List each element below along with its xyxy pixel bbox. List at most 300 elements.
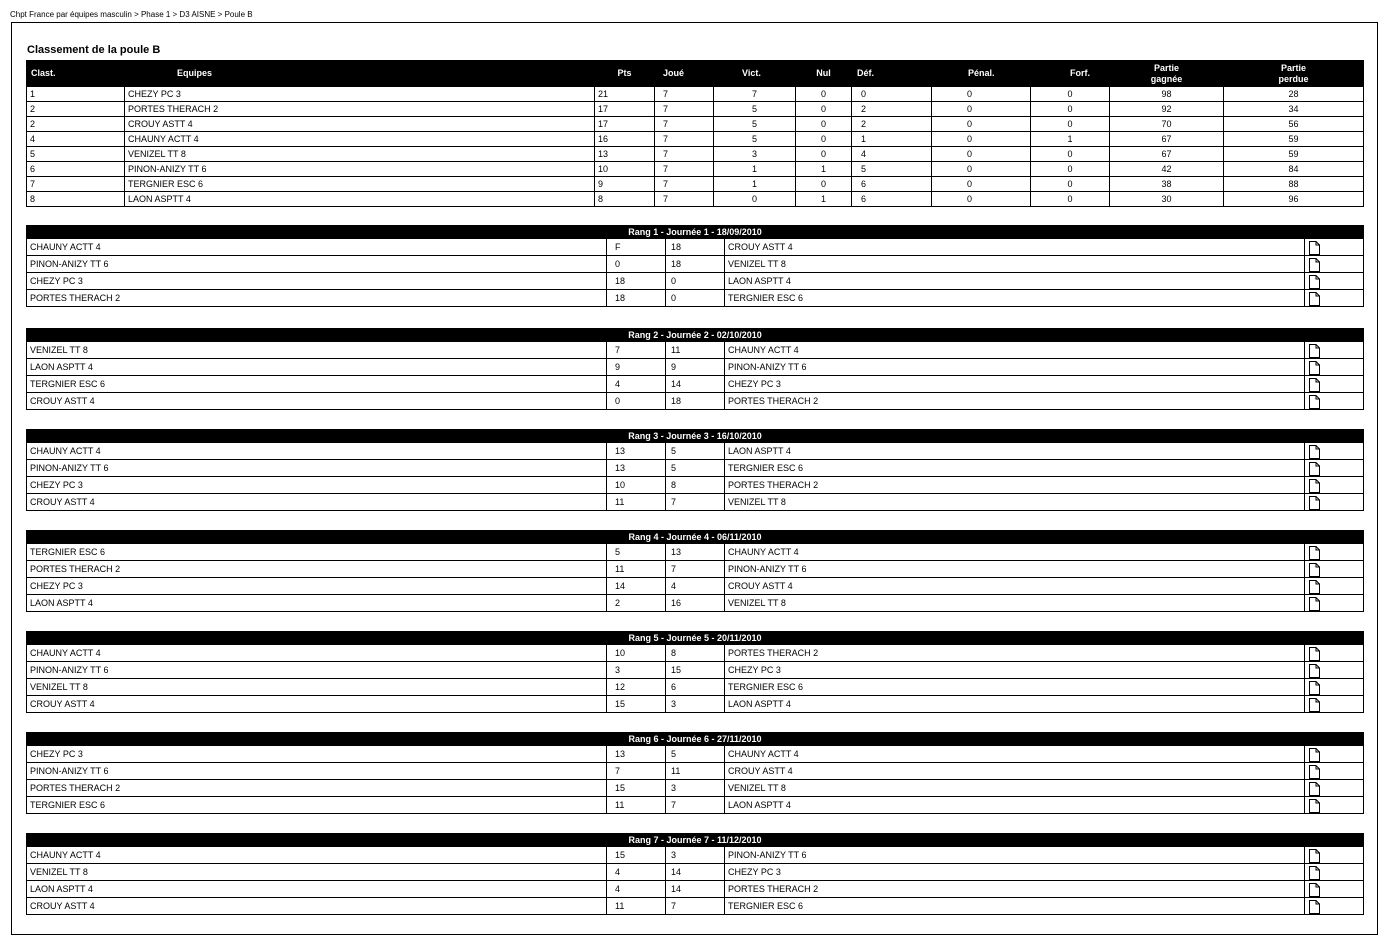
header-nul[interactable]: Nul [796, 61, 852, 87]
round-header [27, 632, 1364, 645]
home-score: 15 [607, 696, 666, 713]
document-icon[interactable] [1309, 681, 1320, 695]
document-icon[interactable] [1309, 479, 1320, 493]
match-sheet-link[interactable] [1305, 763, 1364, 780]
home-team: CROUY ASTT 4 [27, 696, 607, 713]
penalty-cell: 0 [932, 132, 1031, 147]
away-team: LAON ASPTT 4 [725, 273, 1305, 290]
rank-cell: 2 [27, 102, 125, 117]
standings-row [27, 177, 1364, 192]
round-title: Rang 5 - Journée 5 - 20/11/2010 [27, 632, 1364, 645]
round-header [27, 329, 1364, 342]
round-header [27, 531, 1364, 544]
games-won-cell: 30 [1110, 192, 1224, 207]
match-row [27, 847, 1364, 864]
away-score: 3 [666, 847, 725, 864]
document-icon[interactable] [1309, 698, 1320, 712]
home-score: 0 [607, 393, 666, 410]
losses-cell: 1 [852, 132, 932, 147]
document-icon[interactable] [1309, 883, 1320, 897]
away-score: 0 [666, 290, 725, 307]
match-sheet-link[interactable] [1305, 443, 1364, 460]
away-score: 5 [666, 460, 725, 477]
home-team: PORTES THERACH 2 [27, 561, 607, 578]
team-cell: TERGNIER ESC 6 [125, 177, 595, 192]
wins-cell: 5 [714, 102, 796, 117]
wins-cell: 0 [714, 192, 796, 207]
document-icon[interactable] [1309, 782, 1320, 796]
away-team: PORTES THERACH 2 [725, 645, 1305, 662]
home-score: F [607, 239, 666, 256]
losses-cell: 0 [852, 87, 932, 102]
match-row [27, 290, 1364, 307]
home-score: 14 [607, 578, 666, 595]
document-icon[interactable] [1309, 748, 1320, 762]
round-matches [27, 443, 1364, 511]
away-score: 8 [666, 477, 725, 494]
games-lost-cell: 88 [1224, 177, 1364, 192]
header-forf[interactable]: Forf. [1031, 61, 1110, 87]
match-row [27, 578, 1364, 595]
home-team: TERGNIER ESC 6 [27, 797, 607, 814]
away-team: CROUY ASTT 4 [725, 578, 1305, 595]
forfeit-cell: 0 [1031, 147, 1110, 162]
away-team: CHEZY PC 3 [725, 662, 1305, 679]
match-row [27, 376, 1364, 393]
document-icon[interactable] [1309, 361, 1320, 375]
losses-cell: 5 [852, 162, 932, 177]
team-cell: VENIZEL TT 8 [125, 147, 595, 162]
forfeit-cell: 0 [1031, 177, 1110, 192]
round-title: Rang 1 - Journée 1 - 18/09/2010 [27, 226, 1364, 239]
header-partie-perdue-line1: Partie [1280, 62, 1306, 73]
wins-cell: 5 [714, 132, 796, 147]
wins-cell: 3 [714, 147, 796, 162]
losses-cell: 2 [852, 117, 932, 132]
away-team: LAON ASPTT 4 [725, 797, 1305, 814]
match-sheet-link[interactable] [1305, 645, 1364, 662]
away-score: 11 [666, 763, 725, 780]
home-team: PINON-ANIZY TT 6 [27, 460, 607, 477]
away-team: PORTES THERACH 2 [725, 393, 1305, 410]
rank-cell: 6 [27, 162, 125, 177]
match-row [27, 595, 1364, 612]
away-team: VENIZEL TT 8 [725, 780, 1305, 797]
match-sheet-link[interactable] [1305, 393, 1364, 410]
rank-cell: 1 [27, 87, 125, 102]
away-team: PORTES THERACH 2 [725, 881, 1305, 898]
home-score: 10 [607, 645, 666, 662]
match-sheet-link[interactable] [1305, 746, 1364, 763]
match-row [27, 273, 1364, 290]
round-header-row [27, 430, 1364, 443]
header-vict[interactable]: Vict. [714, 61, 796, 87]
away-team: VENIZEL TT 8 [725, 494, 1305, 511]
match-row [27, 746, 1364, 763]
away-score: 0 [666, 273, 725, 290]
home-team: PINON-ANIZY TT 6 [27, 662, 607, 679]
draws-cell: 0 [796, 177, 852, 192]
draws-cell: 0 [796, 87, 852, 102]
away-score: 14 [666, 376, 725, 393]
penalty-cell: 0 [932, 162, 1031, 177]
match-row [27, 494, 1364, 511]
home-team: PINON-ANIZY TT 6 [27, 763, 607, 780]
match-sheet-link[interactable] [1305, 561, 1364, 578]
match-sheet-link[interactable] [1305, 679, 1364, 696]
away-team: CHEZY PC 3 [725, 864, 1305, 881]
away-team: PINON-ANIZY TT 6 [725, 359, 1305, 376]
document-icon[interactable] [1309, 445, 1320, 459]
standings-row [27, 162, 1364, 177]
team-cell: CHEZY PC 3 [125, 87, 595, 102]
round-matches [27, 544, 1364, 612]
games-won-cell: 92 [1110, 102, 1224, 117]
home-team: CHAUNY ACTT 4 [27, 645, 607, 662]
draws-cell: 0 [796, 102, 852, 117]
games-lost-cell: 28 [1224, 87, 1364, 102]
played-cell: 7 [655, 132, 714, 147]
match-row [27, 359, 1364, 376]
round-header [27, 430, 1364, 443]
home-score: 18 [607, 290, 666, 307]
away-team: CROUY ASTT 4 [725, 239, 1305, 256]
round-header-row [27, 226, 1364, 239]
points-cell: 8 [595, 192, 655, 207]
games-lost-cell: 59 [1224, 147, 1364, 162]
penalty-cell: 0 [932, 192, 1031, 207]
document-icon[interactable] [1309, 462, 1320, 476]
losses-cell: 6 [852, 192, 932, 207]
losses-cell: 6 [852, 177, 932, 192]
rank-cell: 8 [27, 192, 125, 207]
round-matches [27, 645, 1364, 713]
header-clast[interactable]: Clast. [27, 61, 125, 87]
round-title: Rang 7 - Journée 7 - 11/12/2010 [27, 834, 1364, 847]
team-cell: LAON ASPTT 4 [125, 192, 595, 207]
home-score: 15 [607, 780, 666, 797]
home-score: 12 [607, 679, 666, 696]
home-team: CHAUNY ACTT 4 [27, 443, 607, 460]
wins-cell: 1 [714, 162, 796, 177]
match-sheet-link[interactable] [1305, 477, 1364, 494]
forfeit-cell: 0 [1031, 162, 1110, 177]
draws-cell: 1 [796, 162, 852, 177]
home-team: VENIZEL TT 8 [27, 864, 607, 881]
header-joue[interactable]: Joué [655, 61, 714, 87]
header-partie-gagnee-line2: gagnée [1150, 73, 1183, 84]
document-icon[interactable] [1309, 765, 1320, 779]
match-row [27, 256, 1364, 273]
away-team: TERGNIER ESC 6 [725, 290, 1305, 307]
away-team: TERGNIER ESC 6 [725, 679, 1305, 696]
document-icon[interactable] [1309, 849, 1320, 863]
match-sheet-link[interactable] [1305, 578, 1364, 595]
home-team: CHAUNY ACTT 4 [27, 239, 607, 256]
match-row [27, 679, 1364, 696]
games-won-cell: 42 [1110, 162, 1224, 177]
home-team: CROUY ASTT 4 [27, 898, 607, 915]
match-sheet-link[interactable] [1305, 460, 1364, 477]
team-cell: CHAUNY ACTT 4 [125, 132, 595, 147]
away-team: TERGNIER ESC 6 [725, 460, 1305, 477]
round-header-row [27, 329, 1364, 342]
match-sheet-link[interactable] [1305, 847, 1364, 864]
played-cell: 7 [655, 162, 714, 177]
document-icon[interactable] [1309, 580, 1320, 594]
document-icon[interactable] [1309, 395, 1320, 409]
away-score: 5 [666, 746, 725, 763]
forfeit-cell: 0 [1031, 117, 1110, 132]
home-team: LAON ASPTT 4 [27, 881, 607, 898]
match-row [27, 239, 1364, 256]
round-title: Rang 6 - Journée 6 - 27/11/2010 [27, 733, 1364, 746]
games-lost-cell: 56 [1224, 117, 1364, 132]
match-sheet-link[interactable] [1305, 544, 1364, 561]
games-won-cell: 70 [1110, 117, 1224, 132]
home-score: 9 [607, 359, 666, 376]
standings-table [26, 60, 1364, 207]
breadcrumb: Chpt France par équipes masculin > Phase 1 > D3 AISNE > Poule B [10, 10, 253, 19]
games-lost-cell: 96 [1224, 192, 1364, 207]
match-row [27, 460, 1364, 477]
header-penal[interactable]: Pénal. [932, 61, 1031, 87]
document-icon[interactable] [1309, 866, 1320, 880]
match-row [27, 342, 1364, 359]
points-cell: 21 [595, 87, 655, 102]
away-score: 9 [666, 359, 725, 376]
draws-cell: 0 [796, 132, 852, 147]
match-row [27, 662, 1364, 679]
page-title: Classement de la poule B [27, 44, 161, 56]
document-icon[interactable] [1309, 292, 1320, 306]
header-equipes[interactable]: Equipes [125, 61, 595, 87]
away-score: 16 [666, 595, 725, 612]
match-sheet-link[interactable] [1305, 595, 1364, 612]
away-team: VENIZEL TT 8 [725, 256, 1305, 273]
match-sheet-link[interactable] [1305, 662, 1364, 679]
standings-row [27, 87, 1364, 102]
document-icon[interactable] [1309, 900, 1320, 914]
match-row [27, 544, 1364, 561]
away-score: 11 [666, 342, 725, 359]
document-icon[interactable] [1309, 799, 1320, 813]
round-matches [27, 746, 1364, 814]
round-table [26, 530, 1364, 612]
away-team: CHEZY PC 3 [725, 376, 1305, 393]
match-row [27, 561, 1364, 578]
match-row [27, 780, 1364, 797]
home-score: 18 [607, 273, 666, 290]
home-team: LAON ASPTT 4 [27, 595, 607, 612]
home-score: 11 [607, 494, 666, 511]
round-table [26, 833, 1364, 915]
home-score: 13 [607, 460, 666, 477]
points-cell: 10 [595, 162, 655, 177]
points-cell: 17 [595, 117, 655, 132]
away-team: PORTES THERACH 2 [725, 477, 1305, 494]
match-sheet-link[interactable] [1305, 273, 1364, 290]
team-cell: PORTES THERACH 2 [125, 102, 595, 117]
away-team: LAON ASPTT 4 [725, 696, 1305, 713]
home-score: 13 [607, 443, 666, 460]
away-team: PINON-ANIZY TT 6 [725, 561, 1305, 578]
points-cell: 16 [595, 132, 655, 147]
standings-row [27, 117, 1364, 132]
penalty-cell: 0 [932, 102, 1031, 117]
away-team: PINON-ANIZY TT 6 [725, 847, 1305, 864]
home-team: TERGNIER ESC 6 [27, 544, 607, 561]
home-score: 11 [607, 797, 666, 814]
rank-cell: 5 [27, 147, 125, 162]
document-icon[interactable] [1309, 378, 1320, 392]
match-row [27, 645, 1364, 662]
home-score: 7 [607, 342, 666, 359]
round-header-row [27, 632, 1364, 645]
document-icon[interactable] [1309, 546, 1320, 560]
home-team: CHEZY PC 3 [27, 477, 607, 494]
home-score: 4 [607, 376, 666, 393]
games-lost-cell: 34 [1224, 102, 1364, 117]
forfeit-cell: 0 [1031, 192, 1110, 207]
home-team: LAON ASPTT 4 [27, 359, 607, 376]
round-title: Rang 2 - Journée 2 - 02/10/2010 [27, 329, 1364, 342]
match-sheet-link[interactable] [1305, 359, 1364, 376]
match-sheet-link[interactable] [1305, 696, 1364, 713]
home-team: CHEZY PC 3 [27, 273, 607, 290]
match-sheet-link[interactable] [1305, 256, 1364, 273]
round-table [26, 225, 1364, 307]
away-team: TERGNIER ESC 6 [725, 898, 1305, 915]
home-team: CROUY ASTT 4 [27, 393, 607, 410]
round-header-row [27, 733, 1364, 746]
losses-cell: 2 [852, 102, 932, 117]
round-header [27, 834, 1364, 847]
match-row [27, 393, 1364, 410]
header-partie-gagnee-line1: Partie [1153, 62, 1179, 73]
team-cell: PINON-ANIZY TT 6 [125, 162, 595, 177]
games-won-cell: 98 [1110, 87, 1224, 102]
document-icon[interactable] [1309, 597, 1320, 611]
match-sheet-link[interactable] [1305, 898, 1364, 915]
home-score: 13 [607, 746, 666, 763]
round-table [26, 631, 1364, 713]
forfeit-cell: 1 [1031, 132, 1110, 147]
document-icon[interactable] [1309, 664, 1320, 678]
games-won-cell: 67 [1110, 147, 1224, 162]
home-team: CHEZY PC 3 [27, 746, 607, 763]
home-score: 5 [607, 544, 666, 561]
document-icon[interactable] [1309, 241, 1320, 255]
rank-cell: 7 [27, 177, 125, 192]
played-cell: 7 [655, 192, 714, 207]
match-sheet-link[interactable] [1305, 342, 1364, 359]
match-sheet-link[interactable] [1305, 376, 1364, 393]
match-row [27, 696, 1364, 713]
away-team: CHAUNY ACTT 4 [725, 342, 1305, 359]
match-sheet-link[interactable] [1305, 797, 1364, 814]
document-icon[interactable] [1309, 258, 1320, 272]
round-matches [27, 239, 1364, 307]
match-sheet-link[interactable] [1305, 881, 1364, 898]
standings-header-row [27, 61, 1364, 87]
forfeit-cell: 0 [1031, 87, 1110, 102]
home-score: 7 [607, 763, 666, 780]
away-score: 3 [666, 780, 725, 797]
played-cell: 7 [655, 102, 714, 117]
away-score: 7 [666, 898, 725, 915]
home-score: 0 [607, 256, 666, 273]
match-row [27, 864, 1364, 881]
home-team: VENIZEL TT 8 [27, 342, 607, 359]
penalty-cell: 0 [932, 117, 1031, 132]
away-team: CHAUNY ACTT 4 [725, 544, 1305, 561]
away-score: 7 [666, 561, 725, 578]
wins-cell: 7 [714, 87, 796, 102]
home-team: TERGNIER ESC 6 [27, 376, 607, 393]
away-score: 3 [666, 696, 725, 713]
document-icon[interactable] [1309, 275, 1320, 289]
standings-row [27, 132, 1364, 147]
match-sheet-link[interactable] [1305, 290, 1364, 307]
home-team: VENIZEL TT 8 [27, 679, 607, 696]
rank-cell: 2 [27, 117, 125, 132]
match-sheet-link[interactable] [1305, 864, 1364, 881]
round-title: Rang 4 - Journée 4 - 06/11/2010 [27, 531, 1364, 544]
losses-cell: 4 [852, 147, 932, 162]
penalty-cell: 0 [932, 147, 1031, 162]
document-icon[interactable] [1309, 563, 1320, 577]
away-score: 14 [666, 864, 725, 881]
round-header-row [27, 834, 1364, 847]
penalty-cell: 0 [932, 87, 1031, 102]
played-cell: 7 [655, 117, 714, 132]
home-score: 4 [607, 864, 666, 881]
document-icon[interactable] [1309, 344, 1320, 358]
round-table [26, 732, 1364, 814]
team-cell: CROUY ASTT 4 [125, 117, 595, 132]
away-score: 7 [666, 494, 725, 511]
forfeit-cell: 0 [1031, 102, 1110, 117]
match-row [27, 763, 1364, 780]
round-title: Rang 3 - Journée 3 - 16/10/2010 [27, 430, 1364, 443]
played-cell: 7 [655, 87, 714, 102]
header-partie-perdue[interactable] [1224, 61, 1364, 87]
played-cell: 7 [655, 147, 714, 162]
games-won-cell: 38 [1110, 177, 1224, 192]
points-cell: 17 [595, 102, 655, 117]
home-team: PORTES THERACH 2 [27, 780, 607, 797]
away-score: 18 [666, 239, 725, 256]
wins-cell: 1 [714, 177, 796, 192]
away-score: 8 [666, 645, 725, 662]
header-pts[interactable]: Pts [595, 61, 655, 87]
match-sheet-link[interactable] [1305, 239, 1364, 256]
away-score: 13 [666, 544, 725, 561]
round-header [27, 733, 1364, 746]
rank-cell: 4 [27, 132, 125, 147]
document-icon[interactable] [1309, 496, 1320, 510]
home-team: PORTES THERACH 2 [27, 290, 607, 307]
match-sheet-link[interactable] [1305, 494, 1364, 511]
home-score: 10 [607, 477, 666, 494]
match-sheet-link[interactable] [1305, 780, 1364, 797]
document-icon[interactable] [1309, 647, 1320, 661]
away-score: 4 [666, 578, 725, 595]
away-score: 5 [666, 443, 725, 460]
header-def[interactable]: Déf. [852, 61, 932, 87]
header-partie-gagnee[interactable] [1110, 61, 1224, 87]
